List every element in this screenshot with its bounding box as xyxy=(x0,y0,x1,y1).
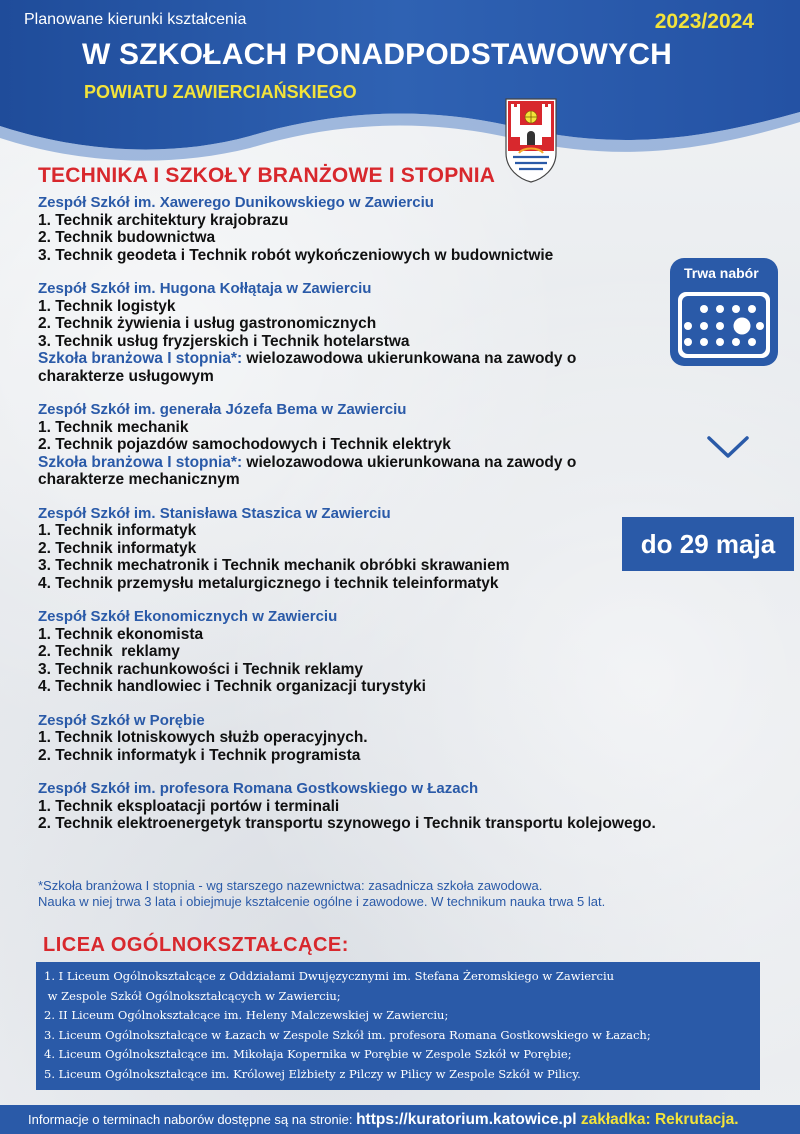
program-item: 2. Technik pojazdów samochodowych i Technik elektryk xyxy=(38,436,451,453)
program-item: 1. Technik lotniskowych służb operacyjnych. xyxy=(38,729,368,746)
program-item: 3. Technik rachunkowości i Technik reklamy xyxy=(38,660,364,678)
licea-item: 5. Liceum Ogólnokształcące im. Królowej Elżbiety z Pilczy w Pilicy w Zespole Szkół w Pilicy. xyxy=(44,1066,581,1081)
program-item: 3. Technik geodeta i Technik robót wykończeniowych w budownictwie xyxy=(38,246,554,264)
footnote xyxy=(38,878,758,910)
branch-school-note xyxy=(38,350,638,385)
school-block xyxy=(38,780,758,833)
footnote-line: Nauka w niej trwa 3 lata i obiejmuje kształcenie ogólne i zawodowe. W technikum nauka trwa 5 lat. xyxy=(38,894,606,909)
licea-list xyxy=(36,962,760,1090)
technika-section-title: TECHNIKA I SZKOŁY BRANŻOWE I STOPNIA xyxy=(38,164,496,187)
program-item: 3. Technik usług fryzjerskich i Technik hotelarstwa xyxy=(38,332,410,350)
program-item: 2. Technik informatyk i Technik programista xyxy=(38,746,361,764)
deadline-badge: do 29 maja xyxy=(622,517,794,571)
branch-school-label: Szkoła branżowa I stopnia*: xyxy=(38,453,243,471)
footnote-line: *Szkoła branżowa I stopnia - wg starszego nazewnictwa: zasadnicza szkoła zawodowa. xyxy=(38,878,543,893)
program-item: 4. Technik przemysłu metalurgicznego i technik teleinformatyk xyxy=(38,574,499,592)
branch-school-text: wielozawodowa ukierunkowana na zawody o charakterze mechanicznym xyxy=(38,453,577,488)
school-block xyxy=(38,194,758,264)
kuratorium-link[interactable]: https://kuratorium.katowice.pl xyxy=(356,1111,577,1128)
licea-item: w Zespole Szkół Ogólnokształcących w Zawierciu; xyxy=(44,988,341,1003)
program-item: 2. Technik informatyk xyxy=(38,539,197,557)
school-name: Zespół Szkół im. Xawerego Dunikowskiego w Zawierciu xyxy=(38,194,434,211)
program-item: 2. Technik budownictwa xyxy=(38,229,216,246)
program-item: 1. Technik logistyk xyxy=(38,297,176,315)
branch-school-label: Szkoła branżowa I stopnia*: xyxy=(38,350,243,367)
licea-item: 2. II Liceum Ogólnokształcące im. Heleny Malczewskiej w Zawierciu; xyxy=(44,1008,449,1022)
school-name: Zespół Szkół w Porębie xyxy=(38,711,205,729)
school-block xyxy=(38,280,758,385)
school-block xyxy=(38,401,758,489)
school-year: 2023/2024 xyxy=(654,10,754,33)
region-subtitle: POWIATU ZAWIERCIAŃSKIEGO xyxy=(84,82,357,102)
footer-tab-hint: zakładka: Rekrutacja. xyxy=(576,1111,739,1128)
licea-item: 4. Liceum Ogólnokształcące im. Mikołaja Kopernika w Porębie w Zespole Szkół w Porębie; xyxy=(44,1047,572,1061)
branch-school-note xyxy=(38,454,638,489)
school-name: Zespół Szkół im. profesora Romana Gostkowskiego w Łazach xyxy=(38,780,479,797)
program-item: 1. Technik eksploatacji portów i terminali xyxy=(38,797,340,815)
program-item: 2. Technik elektroenergetyk transportu szynowego i Technik transportu kolejowego. xyxy=(38,815,656,832)
footer-text: Informacje o terminach naborów dostępne są na stronie: xyxy=(28,1112,357,1127)
school-name: Zespół Szkół im. generała Józefa Bema w Zawierciu xyxy=(38,401,407,418)
program-item: 2. Technik reklamy xyxy=(38,643,180,660)
chevron-down-icon xyxy=(706,434,750,460)
program-item: 1. Technik mechanik xyxy=(38,418,189,436)
program-item: 4. Technik handlowiec i Technik organizacji turystyki xyxy=(38,678,426,695)
program-item: 3. Technik mechatronik i Technik mechanik obróbki skrawaniem xyxy=(38,557,510,574)
program-item: 1. Technik ekonomista xyxy=(38,625,204,643)
header-subtitle: Planowane kierunki kształcenia xyxy=(24,11,247,28)
footer-bar xyxy=(0,1105,800,1134)
recruitment-status: Trwa nabór xyxy=(684,265,759,281)
program-item: 1. Technik architektury krajobrazu xyxy=(38,211,289,229)
school-name: Zespół Szkół Ekonomicznych w Zawierciu xyxy=(38,608,338,625)
licea-section-title: LICEA OGÓLNOKSZTAŁCĄCE: xyxy=(43,934,349,956)
page-title: W SZKOŁACH PONADPODSTAWOWYCH xyxy=(82,38,673,71)
school-name: Zespół Szkół im. Stanisława Staszica w Zawierciu xyxy=(38,504,391,522)
program-item: 2. Technik żywienia i usług gastronomicznych xyxy=(38,315,377,332)
school-block xyxy=(38,608,758,696)
branch-school-text: wielozawodowa ukierunkowana na zawody o charakterze usługowym xyxy=(38,350,577,385)
school-name: Zespół Szkół im. Hugona Kołłątaja w Zawierciu xyxy=(38,280,372,297)
coat-of-arms-icon xyxy=(503,95,559,183)
school-block xyxy=(38,712,758,765)
program-item: 1. Technik informatyk xyxy=(38,522,197,539)
licea-item: 3. Liceum Ogólnokształcące w Łazach w Zespole Szkół im. profesora Romana Gostkowskiego w Łazach; xyxy=(44,1027,651,1042)
licea-item: 1. I Liceum Ogólnokształcące z Oddziałami Dwujęzycznymi im. Stefana Żeromskiego w Zawierciu xyxy=(44,969,615,983)
